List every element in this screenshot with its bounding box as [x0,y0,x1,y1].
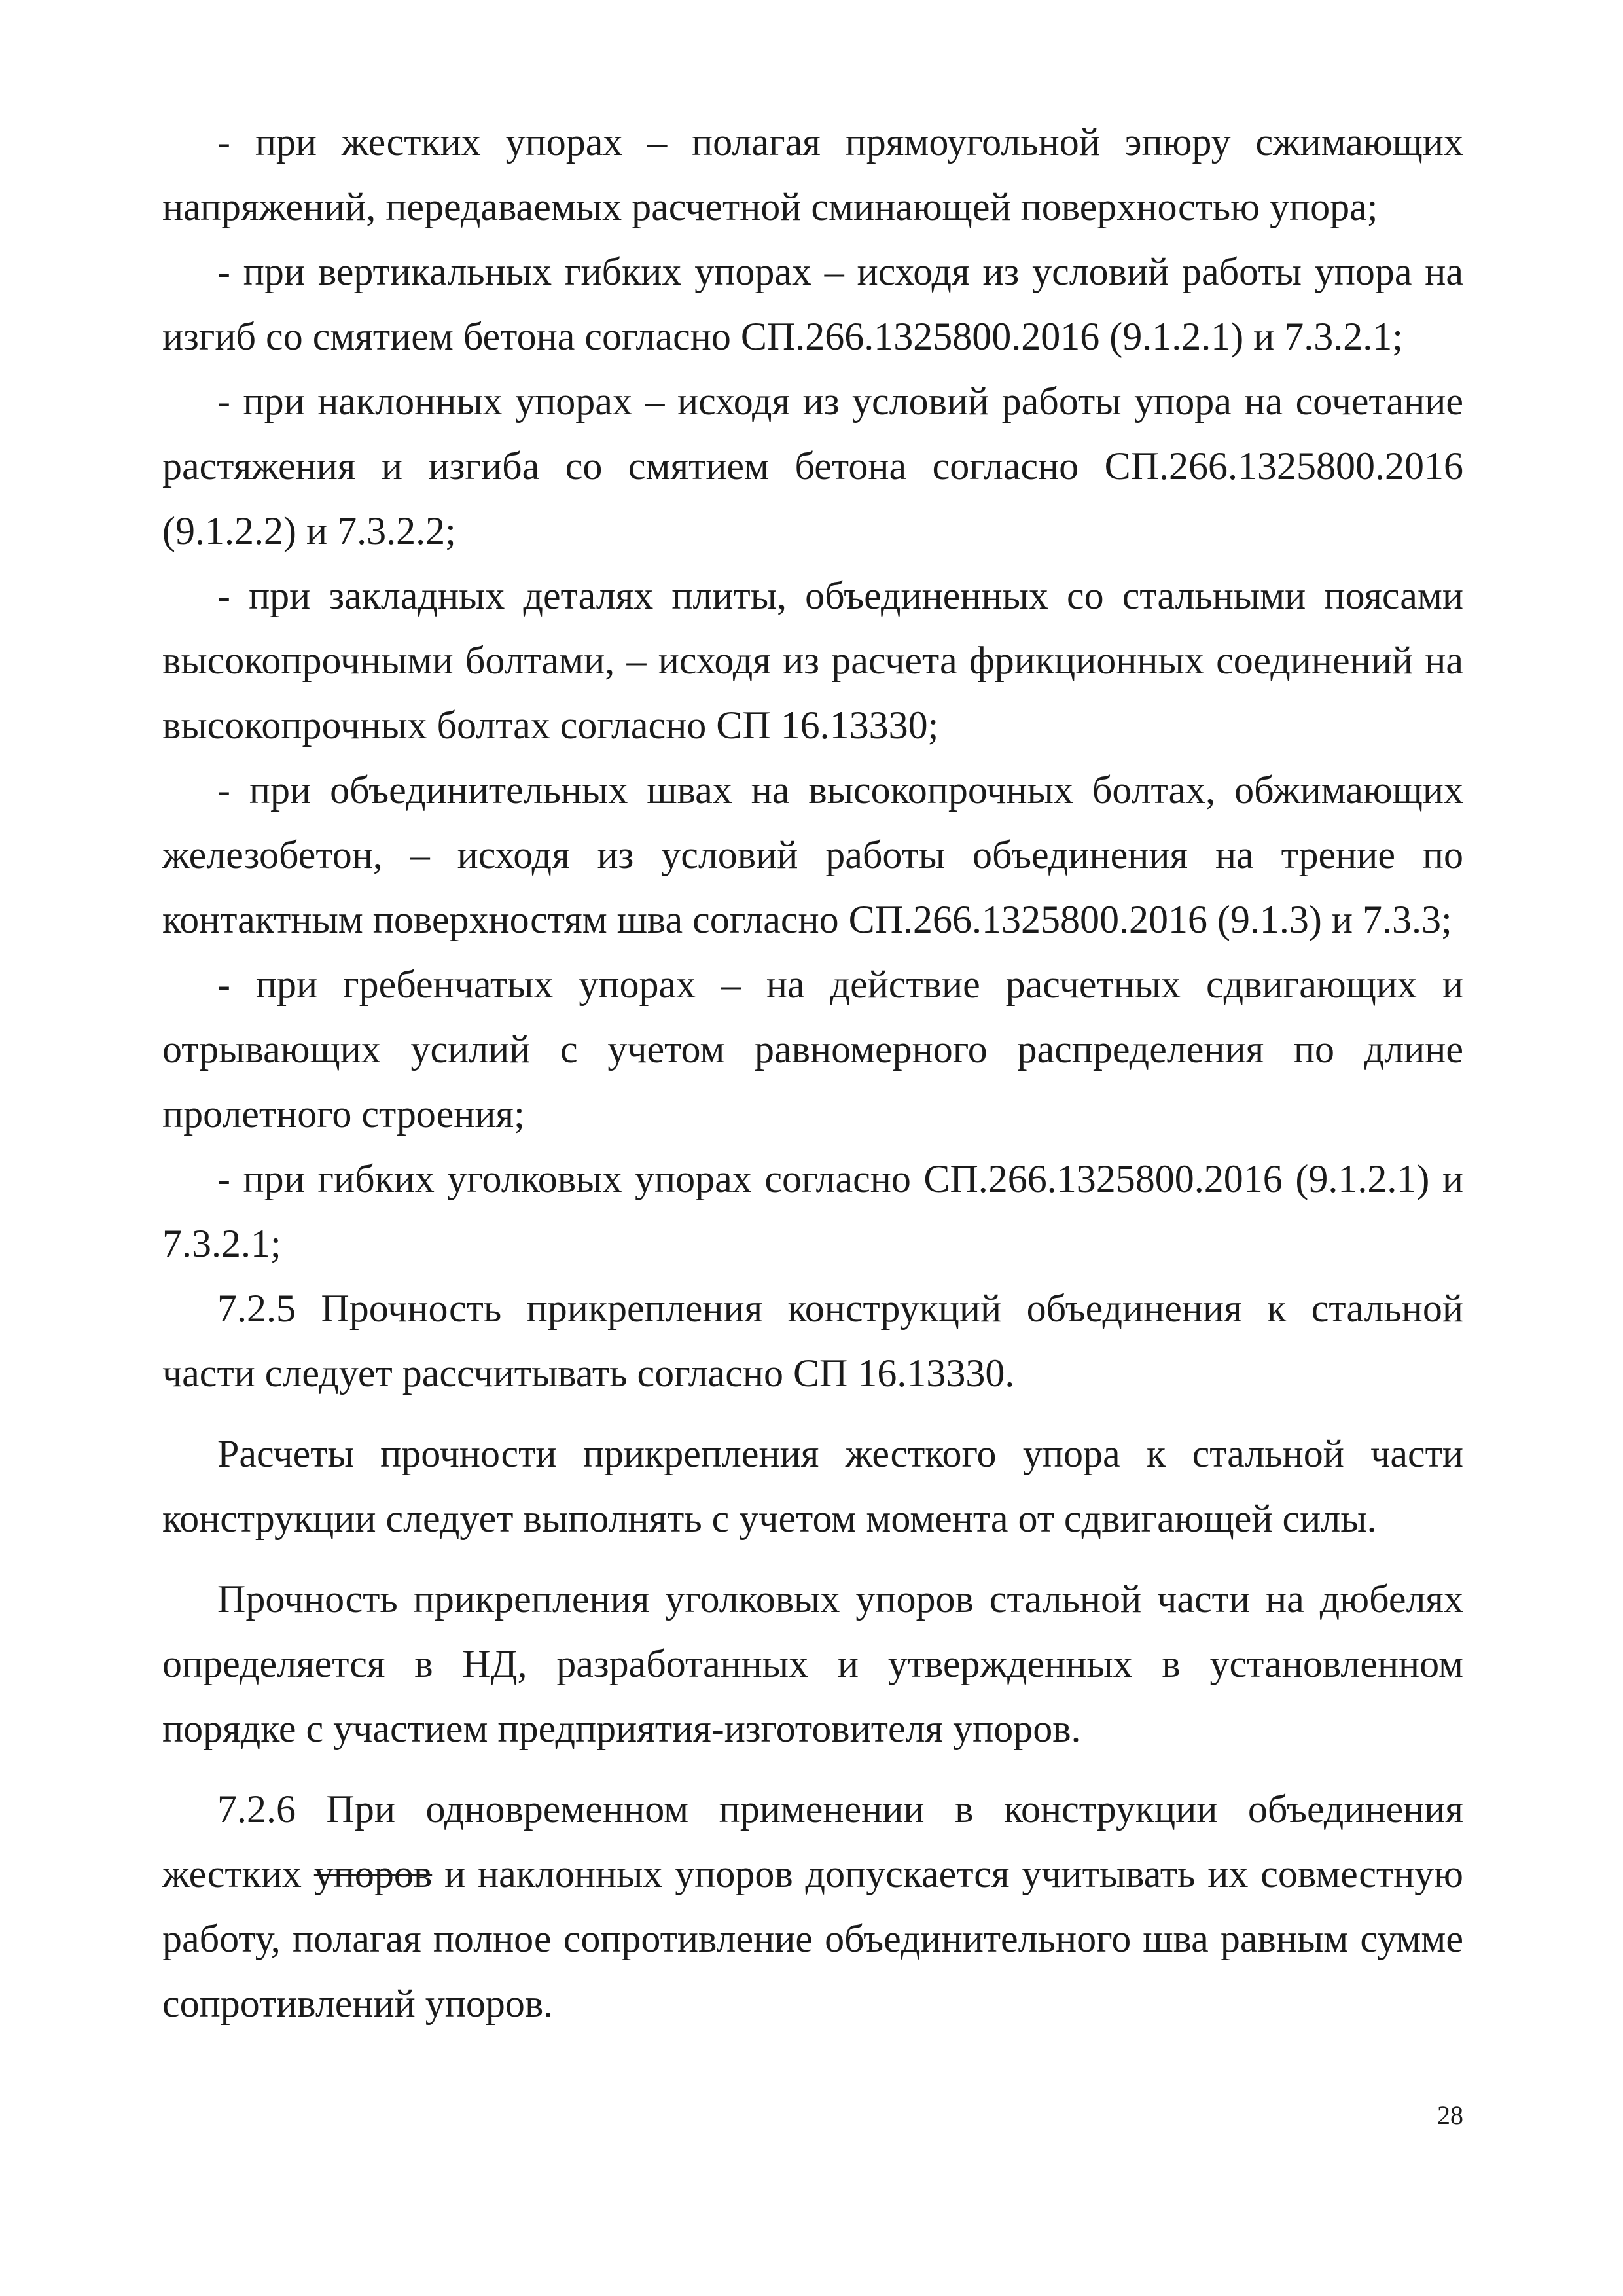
paragraph-7-2-6-text-end: и наклонных упоров допускается учитывать их совместную работу, полагая полное сопротивление объединительного шва равным сумме сопротивлений упоров. [162,1852,1464,2025]
paragraph-rigid-stops: - при жестких упорах – полагая прямоугольной эпюру сжимающих напряжений, передаваемых расчетной сминающей поверхностью упора; [162,120,1463,228]
page-number: 28 [1437,2100,1463,2130]
paragraph-comb-stops: - при гребенчатых упорах – на действие расчетных сдвигающих и отрывающих усилий с учетом равномерного распределения по длине пролетного строения; [162,963,1463,1136]
paragraph-joint-seams: - при объединительных швах на высокопрочных болтах, обжимающих железобетон, – исходя из условий работы объединения на трение по контактным поверхностям шва согласно СП.266.1325800.2016 (9.1.3) и 7.3.3; [162,768,1463,941]
body-text [162,110,1463,2036]
paragraph-inclined-stops: - при наклонных упорах – исходя из условий работы упора на сочетание растяжения и изгиба со смятием бетона согласно СП.266.1325800.2016 (9.1.2.2) и 7.3.2.2; [162,380,1463,552]
paragraph-7-2-5: 7.2.5 Прочность прикрепления конструкций объединения к стальной части следует рассчитывать согласно СП 16.13330. [162,1287,1463,1395]
paragraph-vertical-flexible-stops: - при вертикальных гибких упорах – исходя из условий работы упора на изгиб со смятием бетона согласно СП.266.1325800.2016 (9.1.2.1) и 7.3.2.1; [162,250,1463,358]
paragraph-rigid-stop-calculations: Расчеты прочности прикрепления жесткого упора к стальной части конструкции следует выполнять с учетом момента от сдвигающей силы. [162,1432,1463,1540]
paragraph-angle-stop-strength: Прочность прикрепления уголковых упоров стальной части на дюбелях определяется в НД, разработанных и утвержденных в установленном порядке с участием предприятия-изготовителя упоров. [162,1577,1463,1750]
paragraph-embedded-parts: - при закладных деталях плиты, объединенных со стальными поясами высокопрочными болтами, – исходя из расчета фрикционных соединений на высокопрочных болтах согласно СП 16.13330; [162,574,1463,747]
paragraph-7-2-6 [162,1777,1463,2036]
paragraph-7-2-6-text-start: 7.2.6 При одновременном применении в конструкции объединения жестких [162,1787,1463,1895]
struck-word: упоров [313,1852,433,1895]
paragraph-angle-stops: - при гибких уголковых упорах согласно СП.266.1325800.2016 (9.1.2.1) и 7.3.2.1; [162,1157,1463,1265]
